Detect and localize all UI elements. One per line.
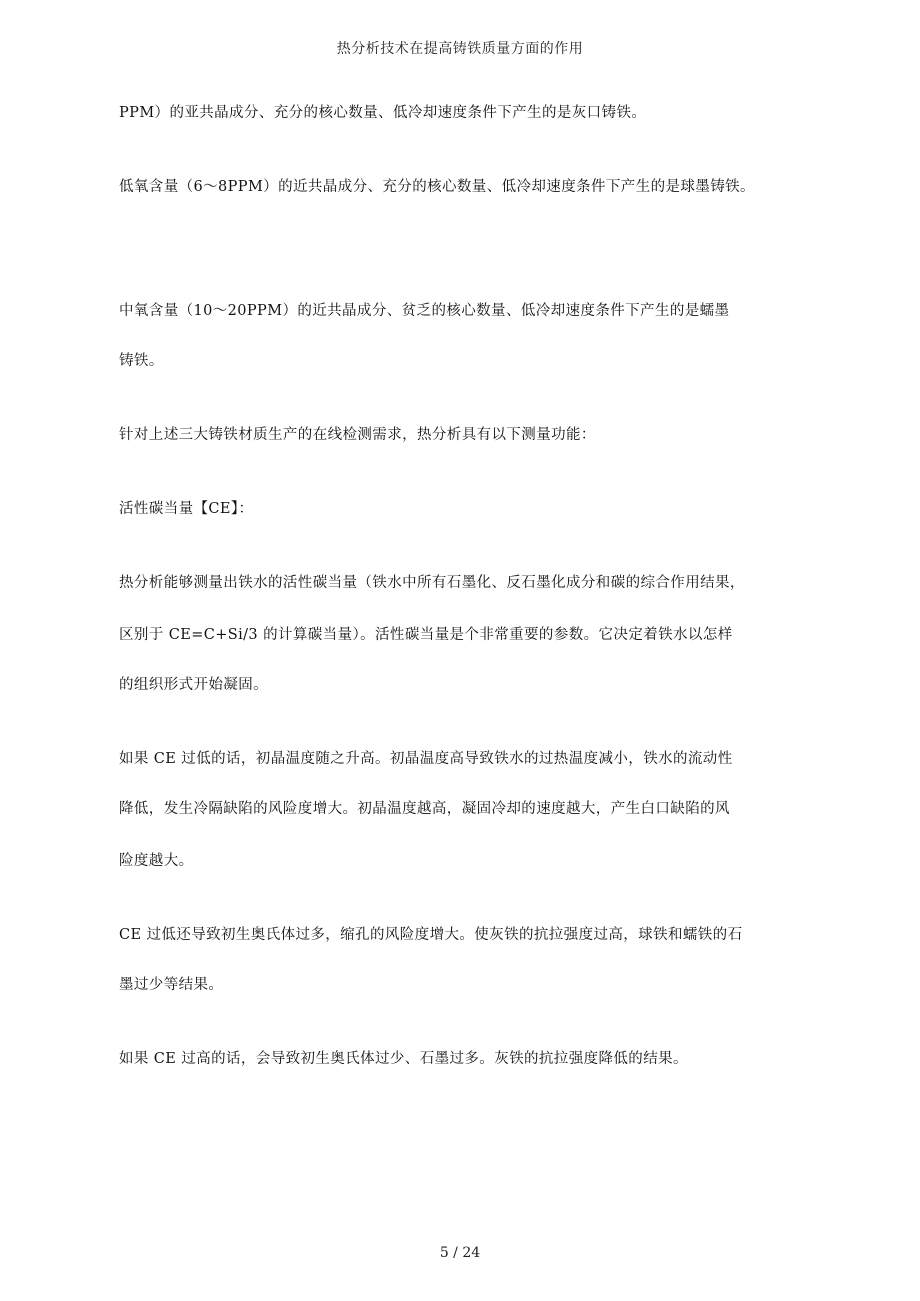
body-line: 铸铁。 [119, 353, 164, 369]
body-line: 中氧含量（10～20PPM）的近共晶成分、贫乏的核心数量、低冷却速度条件下产生的是蠕墨 [119, 303, 730, 319]
body-line: 如果 CE 过低的话，初晶温度随之升高。初晶温度高导致铁水的过热温度减小，铁水的流动性 [119, 751, 733, 767]
body-line: 降低，发生冷隔缺陷的风险度增大。初晶温度越高，凝固冷却的速度越大，产生白口缺陷的风 [119, 801, 730, 817]
body-line: 热分析能够测量出铁水的活性碳当量（铁水中所有石墨化、反石墨化成分和碳的综合作用结果， [119, 575, 745, 591]
body-line: 险度越大。 [119, 853, 194, 869]
page-number: 5 / 24 [439, 1245, 481, 1261]
body-line: 针对上述三大铸铁材质生产的在线检测需求，热分析具有以下测量功能： [119, 427, 596, 443]
body-line: 区别于 CE=C+Si/3 的计算碳当量）。活性碳当量是个非常重要的参数。它决定着铁水以怎样 [119, 627, 733, 643]
page-header-title: 热分析技术在提高铸铁质量方面的作用 [336, 41, 584, 57]
body-line: 如果 CE 过高的话，会导致初生奥氏体过少、石墨过多。灰铁的抗拉强度降低的结果。 [119, 1051, 688, 1067]
body-line: PPM）的亚共晶成分、充分的核心数量、低冷却速度条件下产生的是灰口铸铁。 [119, 105, 647, 121]
body-line: 低氧含量（6～8PPM）的近共晶成分、充分的核心数量、低冷却速度条件下产生的是球墨铸铁。 [119, 179, 755, 195]
body-line: 的组织形式开始凝固。 [119, 677, 268, 693]
body-line: CE 过低还导致初生奥氏体过多，缩孔的风险度增大。使灰铁的抗拉强度过高，球铁和蠕铁的石 [119, 927, 743, 943]
body-line: 墨过少等结果。 [119, 977, 224, 993]
body-line: 活性碳当量【CE】： [119, 501, 254, 517]
